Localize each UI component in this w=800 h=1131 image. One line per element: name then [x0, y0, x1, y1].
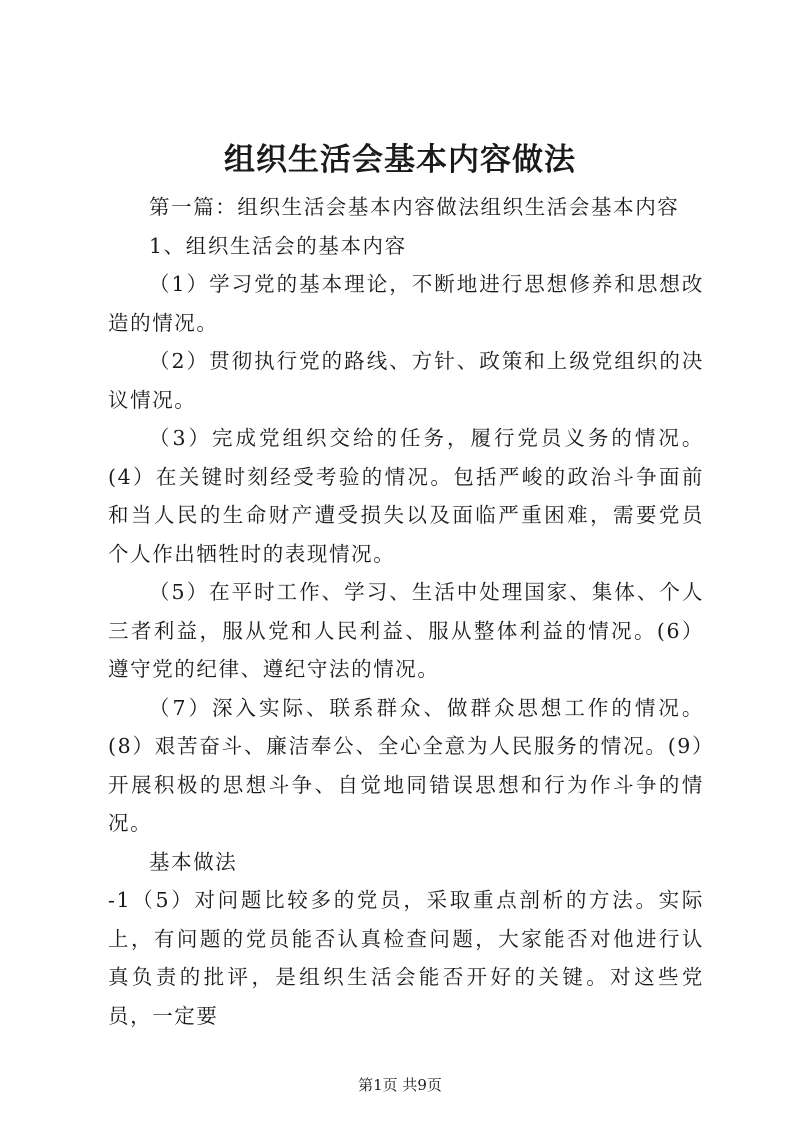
- paragraph-4: （2）贯彻执行党的路线、方针、政策和上级党组织的决议情况。: [108, 349, 704, 412]
- paragraph-7: （7）深入实际、联系群众、做群众思想工作的情况。(8）艰苦奋斗、廉洁奉公、全心全意为人民服务的情况。(9）开展积极的思想斗争、自觉地同错误思想和行为作斗争的情况。: [108, 695, 704, 835]
- paragraph-9: -1（5）对问题比较多的党员，采取重点剖析的方法。实际上，有问题的党员能否认真检查问题，大家能否对他进行认真负责的批评，是组织生活会能否开好的关键。对这些党员，一定要: [108, 888, 704, 1028]
- document-body: [108, 188, 704, 1035]
- paragraph-5: （3）完成党组织交给的任务，履行党员义务的情况。(4）在关键时刻经受考验的情况。包括严峻的政治斗争面前和当人民的生命财产遭受损失以及面临严重困难，需要党员个人作出牺牲时的表现情况。: [108, 426, 704, 566]
- paragraph-6: （5）在平时工作、学习、生活中处理国家、集体、个人三者利益，服从党和人民利益、服从整体利益的情况。(6）遵守党的纪律、遵纪守法的情况。: [108, 580, 704, 681]
- paragraph-2: 1、组织生活会的基本内容: [149, 233, 407, 258]
- paragraph-1: 第一篇：组织生活会基本内容做法组织生活会基本内容: [149, 195, 680, 219]
- paragraph-3: （1）学习党的基本理论，不断地进行思想修养和思想改造的情况。: [108, 272, 704, 335]
- paragraph-8: 基本做法: [149, 849, 238, 874]
- document-title: 组织生活会基本内容做法: [224, 142, 576, 178]
- page-footer: 第1页 共9页: [358, 1076, 442, 1094]
